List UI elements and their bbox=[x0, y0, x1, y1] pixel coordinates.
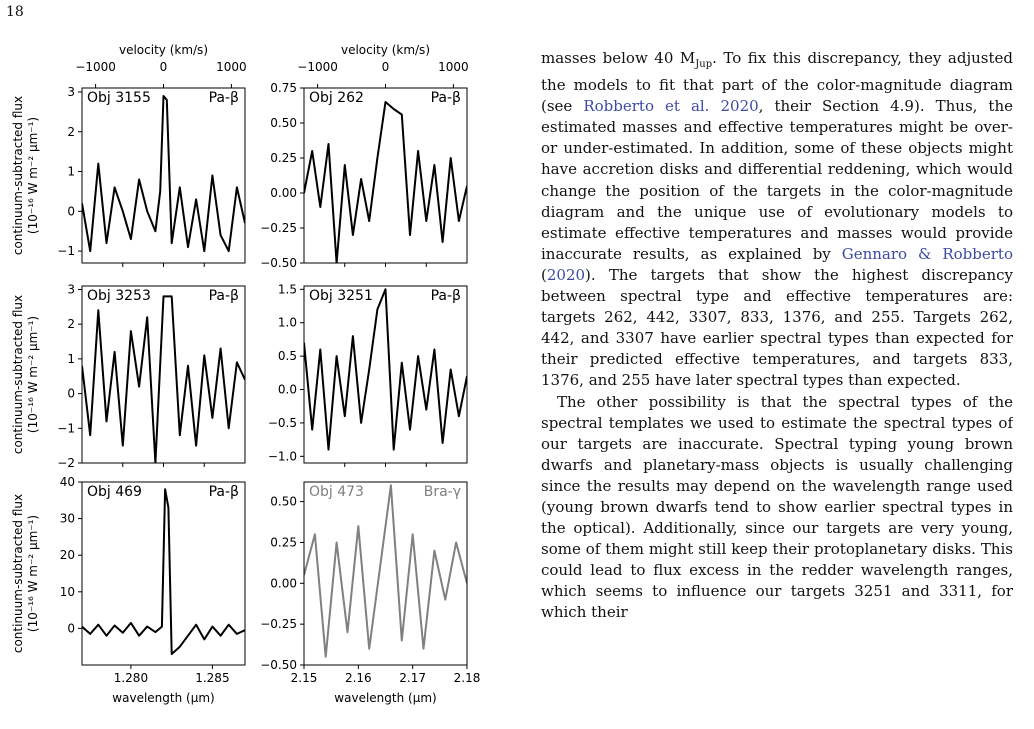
y-tick-label: −1 bbox=[57, 244, 75, 259]
citation-year-2020[interactable]: 2020 bbox=[546, 265, 586, 284]
y-tick-label: 0.75 bbox=[270, 81, 297, 95]
page-number: 18 bbox=[6, 4, 24, 20]
ylabel-line-1: continuum-subtracted flux bbox=[11, 493, 25, 654]
y-tick-label: 0.50 bbox=[270, 494, 297, 509]
y-tick-label: 0.25 bbox=[270, 151, 297, 165]
y-tick-label: 0.50 bbox=[270, 116, 297, 130]
spectrum-panel bbox=[60, 475, 245, 685]
y-axis-label bbox=[11, 96, 40, 255]
y-tick-label: 0.0 bbox=[277, 382, 297, 397]
object-label: Obj 3253 bbox=[87, 288, 151, 304]
figure-panels bbox=[57, 81, 480, 685]
y-tick-label: 40 bbox=[59, 475, 75, 489]
top-tick-label: 0 bbox=[381, 60, 390, 74]
y-axis-label bbox=[11, 494, 40, 653]
paragraph-1: masses below 40 $M_{Jup}$. To fix this discrepancy, they adjusted the models to fit that part of the color-magnitude diagram (see Robberto et al. 2020, their Section 4.9). Thus, the estimated masses and effective temperatures might be over- or under-estimated. In addition, some of these objects might have accretion disks and differential reddening, which would change the position of the targets in the color-magnitude diagram and the unique use of evolutionary models to estimate effective temperatures and masses would provide inaccurate results, as explained by Gennaro & Robberto (2020). The targets that show the highest discrepancy between spectral type and effective temperatures are: targets 262, 442, 3307, 833, 1376, and 255. Targets 262, 442, and 3307 have earlier spectral types than expected for their predicted effective temperatures, and targets 833, 1376, and 255 have later spectral types than expected. bbox=[541, 49, 1013, 390]
y-tick-label: −0.50 bbox=[260, 658, 297, 672]
ylabel-line-2: (10⁻¹⁶ W m⁻² μm⁻¹) bbox=[26, 315, 40, 434]
y-tick-label: −0.25 bbox=[260, 221, 297, 235]
y-axis-label bbox=[11, 295, 40, 454]
y-tick-label: 2 bbox=[67, 124, 75, 139]
object-label: Obj 473 bbox=[309, 484, 364, 500]
y-tick-label: −0.25 bbox=[260, 617, 297, 632]
top-tick-label: 1000 bbox=[438, 60, 469, 74]
x-tick-label: 2.15 bbox=[290, 671, 318, 685]
spectrum-line bbox=[304, 485, 467, 657]
spectrum-line bbox=[82, 489, 245, 654]
emission-line-label: Pa-β bbox=[208, 90, 239, 106]
y-tick-label: 10 bbox=[59, 584, 75, 599]
top-axis-label: velocity (km/s) bbox=[118, 43, 209, 57]
object-label: Obj 469 bbox=[87, 484, 142, 500]
top-tick-label: −1000 bbox=[297, 60, 338, 74]
spectrum-line bbox=[304, 289, 467, 449]
top-velocity-axis bbox=[75, 60, 246, 88]
y-tick-label: −1.0 bbox=[267, 449, 297, 464]
object-label: Obj 3251 bbox=[309, 288, 373, 304]
y-tick-label: 1.0 bbox=[277, 315, 297, 330]
spectrum-panel bbox=[260, 482, 480, 685]
top-tick-label: 1000 bbox=[216, 60, 247, 74]
citation-robberto-2020[interactable]: Robberto et al. 2020 bbox=[583, 97, 759, 116]
spectrum-line bbox=[82, 296, 245, 463]
y-tick-label: 1.5 bbox=[277, 282, 297, 297]
emission-line-label: Bra-γ bbox=[423, 484, 461, 500]
y-tick-label: 2 bbox=[67, 317, 75, 332]
y-tick-label: −0.50 bbox=[260, 256, 297, 270]
spectrum-panel bbox=[57, 282, 245, 470]
y-tick-label: 0 bbox=[67, 204, 75, 219]
body-text bbox=[541, 48, 1013, 729]
top-velocity-axis bbox=[297, 60, 468, 88]
ylabel-line-2: (10⁻¹⁶ W m⁻² μm⁻¹) bbox=[26, 514, 40, 633]
y-tick-label: −1 bbox=[57, 421, 75, 436]
spectrum-panel bbox=[57, 85, 245, 267]
top-axis-label: velocity (km/s) bbox=[340, 43, 431, 57]
top-tick-label: −1000 bbox=[75, 60, 116, 74]
ylabel-line-1: continuum-subtracted flux bbox=[11, 95, 25, 256]
y-tick-label: 3 bbox=[67, 84, 75, 99]
x-tick-label: 1.280 bbox=[113, 671, 149, 685]
x-tick-label: 2.18 bbox=[453, 671, 481, 685]
y-tick-label: −0.5 bbox=[267, 415, 297, 430]
y-tick-label: 30 bbox=[59, 511, 75, 526]
object-label: Obj 3155 bbox=[87, 90, 151, 106]
y-tick-label: 1 bbox=[67, 351, 75, 366]
citation-gennaro-robberto[interactable]: Gennaro & Robberto bbox=[841, 244, 1013, 263]
object-label: Obj 262 bbox=[309, 90, 364, 106]
emission-line-label: Pa-β bbox=[208, 484, 239, 500]
emission-line-label: Pa-β bbox=[430, 90, 461, 106]
y-tick-label: 20 bbox=[59, 548, 75, 563]
top-tick-label: 0 bbox=[159, 60, 168, 74]
y-tick-label: 0.25 bbox=[270, 535, 297, 550]
ylabel-line-1: continuum-subtracted flux bbox=[11, 294, 25, 455]
spectrum-panel bbox=[268, 282, 467, 467]
ylabel-line-2: (10⁻¹⁶ W m⁻² μm⁻¹) bbox=[26, 116, 40, 235]
x-tick-label: 2.17 bbox=[399, 671, 427, 685]
x-tick-label: 1.285 bbox=[195, 671, 230, 685]
y-tick-label: −2 bbox=[57, 456, 75, 470]
x-axis-label: wavelength (μm) bbox=[334, 691, 437, 705]
x-axis-label: wavelength (μm) bbox=[112, 691, 215, 705]
spectrum-panel bbox=[260, 81, 467, 270]
y-tick-label: 3 bbox=[67, 282, 75, 297]
paragraph-2: The other possibility is that the spectral types of the spectral templates we used to estimate the spectral types of our targets are inaccurate. Spectral typing young brown dwarfs and planetary-mass objects is usually challenging since the results may depend on the wavelength range used (young brown dwarfs tend to show earlier spectral types in the optical). Additionally, since our targets are very young, some of them might still keep their protoplanetary disks. This could lead to flux excess in the redder wavelength ranges, which seems to influence our targets 3251 and 3311, for which their bbox=[541, 392, 1013, 622]
x-tick-label: 2.16 bbox=[344, 671, 372, 685]
spectrum-line bbox=[82, 96, 245, 251]
emission-line-label: Pa-β bbox=[208, 288, 239, 304]
y-tick-label: 0 bbox=[67, 386, 75, 401]
y-tick-label: 1 bbox=[67, 164, 75, 179]
spectrum-line bbox=[304, 102, 467, 263]
y-tick-label: 0 bbox=[67, 621, 75, 636]
y-tick-label: 0.00 bbox=[270, 576, 297, 591]
y-tick-label: 0.5 bbox=[277, 349, 297, 364]
emission-line-label: Pa-β bbox=[430, 288, 461, 304]
y-tick-label: 0.00 bbox=[270, 186, 297, 200]
